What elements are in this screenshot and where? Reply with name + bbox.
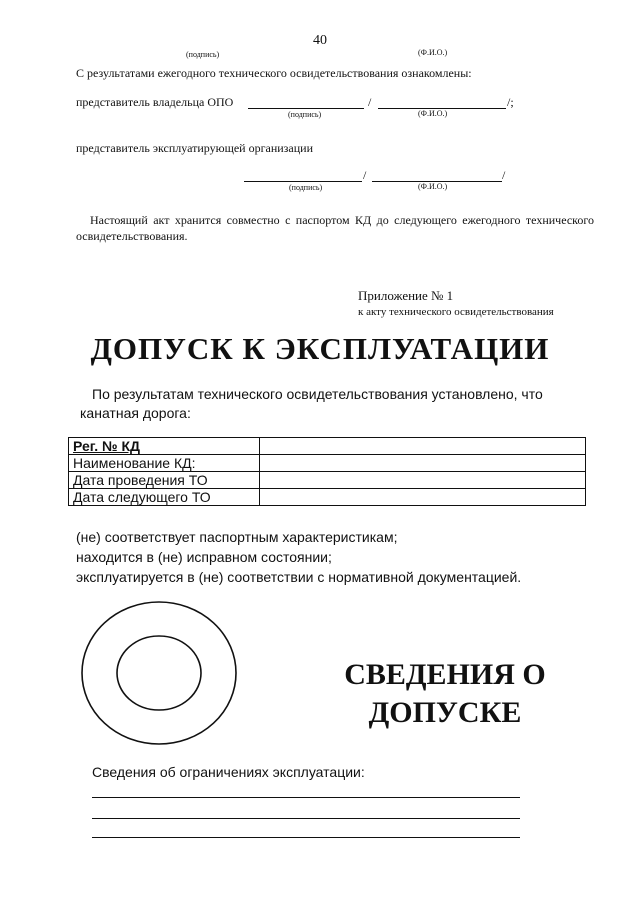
table-row [69, 489, 586, 506]
name-caption: (Ф.И.О.) [418, 48, 448, 57]
page-number: 40 [313, 33, 327, 48]
annex-reference: к акту технического освидетельствования [358, 306, 554, 318]
restriction-line[interactable] [92, 837, 520, 838]
intro-text: По результатам технического освидетельствования установлено, что канатная дорога: [80, 386, 543, 421]
acquainted-text: С результатами ежегодного технического освидетельствования ознакомлены: [76, 66, 472, 80]
signature-caption: (подпись) [186, 50, 220, 59]
operator-separator: / [363, 168, 367, 182]
reg-number-value[interactable] [260, 438, 586, 455]
operator-end-mark: / [502, 168, 506, 182]
cableway-info-table [68, 437, 586, 506]
inspection-date-label: Дата проведения ТО [69, 472, 260, 489]
inspection-date-value[interactable] [260, 472, 586, 489]
owner-rep-label: представитель владельца ОПО [76, 95, 234, 109]
annex-number: Приложение № 1 [358, 288, 454, 303]
operator-rep-label: представитель эксплуатирующей организации [76, 141, 314, 155]
status-line: (не) соответствует паспортным характеристикам; [76, 529, 398, 545]
seal-placeholder [80, 600, 238, 746]
status-line: находится в (не) исправном состоянии; [76, 549, 332, 565]
table-row [69, 455, 586, 472]
owner-separator: / [368, 95, 372, 109]
owner-end-mark: /; [507, 95, 514, 109]
status-list [76, 527, 521, 587]
owner-signature-line[interactable] [248, 108, 364, 109]
status-line: эксплуатируется в (не) соответствии с нормативной документацией. [76, 569, 522, 585]
page-title: ДОПУСК К ЭКСПЛУАТАЦИИ [90, 331, 550, 366]
operator-signature-caption: (подпись) [289, 183, 323, 192]
table-row [69, 472, 586, 489]
next-inspection-date-value[interactable] [260, 489, 586, 506]
restriction-line[interactable] [92, 818, 520, 819]
reg-number-label: Рег. № КД [69, 438, 260, 455]
cableway-name-value[interactable] [260, 455, 586, 472]
operator-name-caption: (Ф.И.О.) [418, 182, 448, 191]
next-inspection-date-label: Дата следующего ТО [69, 489, 260, 506]
restriction-line[interactable] [92, 797, 520, 798]
cableway-name-label: Наименование КД: [69, 455, 260, 472]
owner-name-caption: (Ф.И.О.) [418, 109, 448, 118]
storage-note: Настоящий акт хранится совместно с паспортом КД до следующего ежегодного технического освидетельствования. [76, 213, 594, 243]
admission-info-title: СВЕДЕНИЯ О ДОПУСКЕ [344, 658, 546, 729]
table-row [69, 438, 586, 455]
restrictions-label: Сведения об ограничениях эксплуатации: [92, 764, 365, 780]
operator-signature-line[interactable] [244, 181, 362, 182]
owner-signature-caption: (подпись) [288, 110, 322, 119]
